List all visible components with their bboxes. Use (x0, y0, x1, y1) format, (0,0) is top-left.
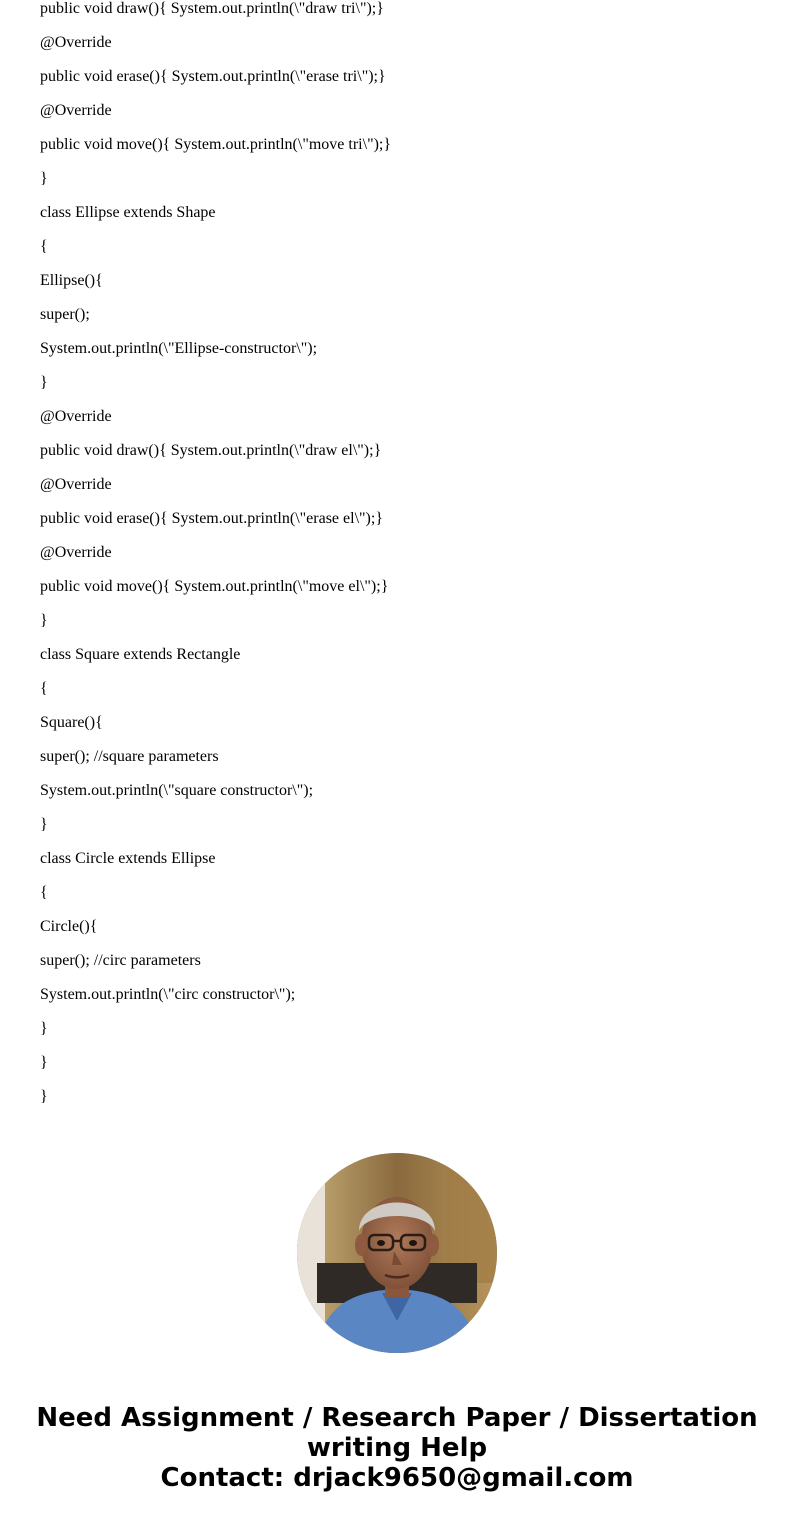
code-line: } (40, 170, 48, 187)
code-line: System.out.println(\"Ellipse-constructor\"); (40, 340, 318, 357)
avatar-portrait-icon (297, 1153, 497, 1353)
code-line: System.out.println(\"circ constructor\"); (40, 986, 296, 1003)
code-line: class Ellipse extends Shape (40, 204, 216, 221)
code-line: public void move(){ System.out.println(\"move el\");} (40, 578, 389, 595)
code-line: } (40, 612, 48, 629)
author-avatar (297, 1153, 497, 1353)
code-line: public void draw(){ System.out.println(\"draw el\");} (40, 442, 382, 459)
code-line: public void erase(){ System.out.println(\"erase tri\");} (40, 68, 386, 85)
code-line: public void move(){ System.out.println(\"move tri\");} (40, 136, 392, 153)
code-line: @Override (40, 544, 112, 561)
code-line: Ellipse(){ (40, 272, 103, 289)
code-line: public void draw(){ System.out.println(\"draw tri\");} (40, 0, 384, 17)
contact-banner (0, 1403, 794, 1493)
code-line: @Override (40, 476, 112, 493)
code-line: super(); //circ parameters (40, 952, 201, 969)
code-line: class Square extends Rectangle (40, 646, 241, 663)
code-listing (40, 0, 760, 1114)
banner-contact-line: Contact: drjack9650@gmail.com (160, 1463, 634, 1493)
code-line: { (40, 680, 48, 697)
code-line: } (40, 1020, 48, 1037)
code-line: } (40, 816, 48, 833)
code-line: class Circle extends Ellipse (40, 850, 216, 867)
code-line: super(); (40, 306, 90, 323)
code-line: public void erase(){ System.out.println(\"erase el\");} (40, 510, 383, 527)
banner-line-2: writing Help (306, 1433, 488, 1463)
code-line: { (40, 884, 48, 901)
banner-line-1: Need Assignment / Research Paper / Dissertation (36, 1403, 758, 1433)
code-line: Square(){ (40, 714, 103, 731)
code-line: @Override (40, 102, 112, 119)
code-line: Circle(){ (40, 918, 98, 935)
code-line: { (40, 238, 48, 255)
code-line: System.out.println(\"square constructor\"); (40, 782, 314, 799)
code-line: @Override (40, 34, 112, 51)
code-line: } (40, 1088, 48, 1105)
code-line: super(); //square parameters (40, 748, 219, 765)
code-line: @Override (40, 408, 112, 425)
code-line: } (40, 1054, 48, 1071)
code-line: } (40, 374, 48, 391)
